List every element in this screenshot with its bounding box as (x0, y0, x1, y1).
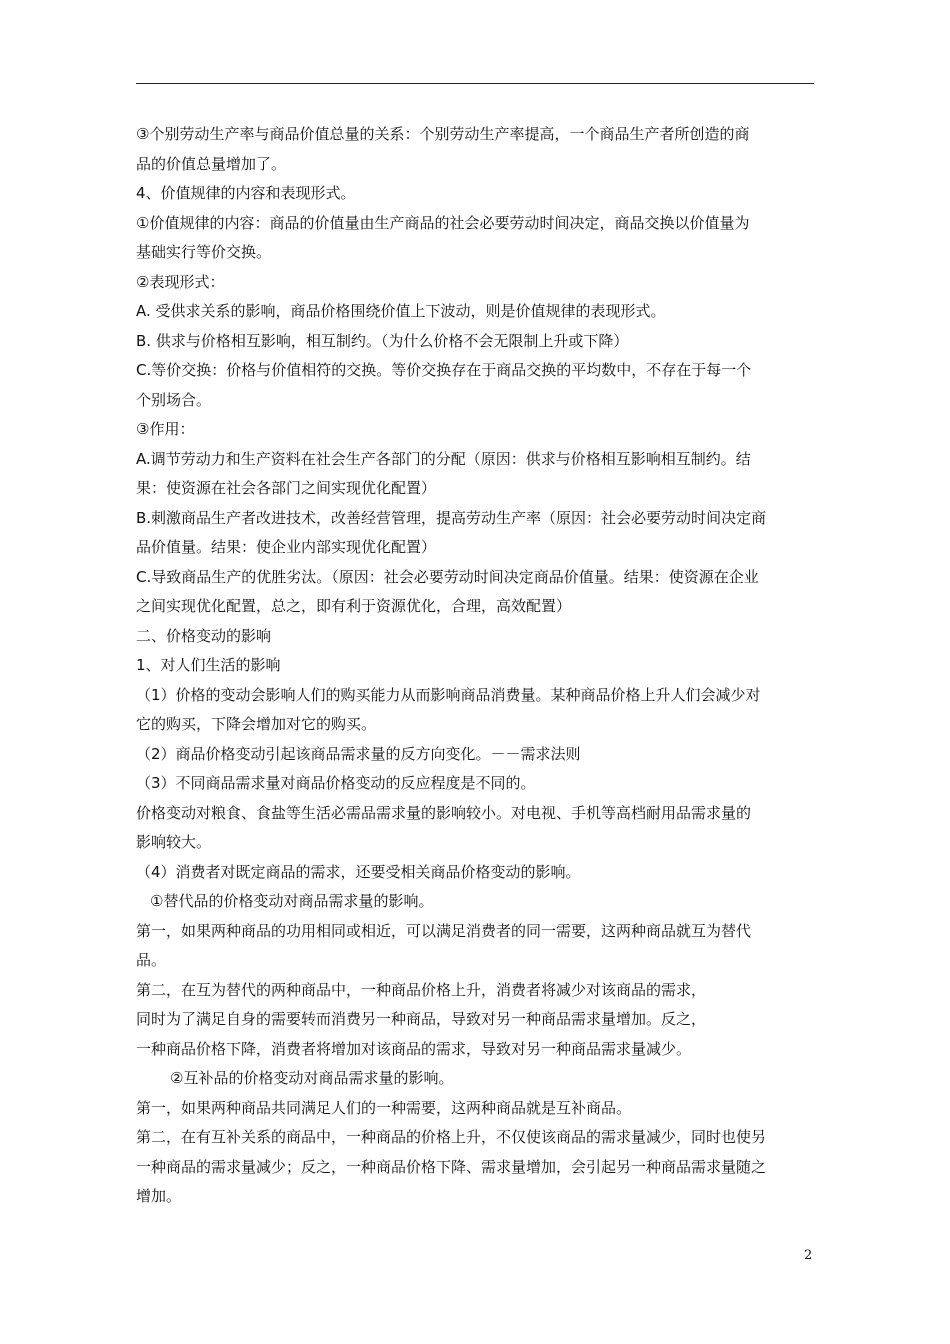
text-line: ①价值规律的内容：商品的价值量由生产商品的社会必要劳动时间决定，商品交换以价值量为 (136, 213, 750, 232)
document-body (136, 120, 816, 1212)
text-line: （1）价格的变动会影响人们的购买能力从而影响商品消费量。某种商品价格上升人们会减少对 (136, 685, 761, 704)
text-line: 增加。 (136, 1187, 182, 1205)
text-line: B.刺激商品生产者改进技术，改善经营管理，提高劳动生产率（原因：社会必要劳动时间决定商 (136, 508, 767, 527)
text-line: ③个别劳动生产率与商品价值总量的关系：个别劳动生产率提高，一个商品生产者所创造的商 (136, 125, 750, 143)
text-line: A. 受供求关系的影响，商品价格围绕价值上下波动，则是价值规律的表现形式。 (136, 302, 666, 320)
text-line: 影响较大。 (136, 833, 212, 851)
text-line: ②互补品的价格变动对商品需求量的影响。 (170, 1069, 454, 1087)
text-line: 果：使资源在社会各部门之间实现优化配置） (136, 479, 437, 497)
text-line: C.等价交换：价格与价值相符的交换。等价交换存在于商品交换的平均数中，不存在于每一个 (136, 361, 752, 379)
text-line: 第一，如果两种商品的功用相同或相近，可以满足消费者的同一需要，这两种商品就互为替代 (136, 921, 752, 940)
text-line: 第一，如果两种商品共同满足人们的一种需要，这两种商品就是互补商品。 (136, 1098, 632, 1117)
text-line: 基础实行等价交换。 (136, 243, 272, 261)
text-line: 二、价格变动的影响 (136, 626, 272, 645)
text-line: A.调节劳动力和生产资料在社会生产各部门的分配（原因：供求与价格相互影响相互制约。结 (136, 449, 751, 468)
text-line: 第二，在有互补关系的商品中，一种商品的价格上升，不仅使该商品的需求量减少，同时也使另 (136, 1128, 767, 1146)
text-line: （3）不同商品需求量对商品价格变动的反应程度是不同的。 (136, 774, 536, 792)
text-line: 价格变动对粮食、食盐等生活必需品需求量的影响较小。对电视、手机等高档耐用品需求量的 (136, 803, 752, 822)
text-line: 个别场合。 (136, 390, 212, 409)
text-line: 品价值量。结果：使企业内部实现优化配置） (136, 538, 437, 556)
header-rule (136, 83, 814, 84)
text-line: ①替代品的价格变动对商品需求量的影响。 (150, 892, 434, 910)
text-line: 同时为了满足自身的需要转而消费另一种商品，导致对另一种商品需求量增加。反之， (136, 1010, 707, 1028)
text-line: 第二，在互为替代的两种商品中，一种商品价格上升，消费者将减少对该商品的需求， (136, 980, 707, 999)
page-number: 2 (804, 1248, 813, 1263)
text-line: 品的价值总量增加了。 (136, 154, 287, 173)
text-line: 一种商品价格下降，消费者将增加对该商品的需求，导致对另一种商品需求量减少。 (136, 1039, 692, 1058)
text-line: B. 供求与价格相互影响，相互制约。（为什么价格不会无限制上升或下降） (136, 331, 629, 350)
text-line: ③作用： (136, 420, 195, 438)
text-line: （4）消费者对既定商品的需求，还要受相关商品价格变动的影响。 (136, 862, 581, 881)
text-line: 4、价值规律的内容和表现形式。 (136, 184, 356, 202)
text-line: 之间实现优化配置，总之，即有利于资源优化，合理，高效配置） (136, 597, 572, 615)
text-line: 1、对人们生活的影响 (136, 656, 281, 674)
text-line: 一种商品的需求量减少；反之，一种商品价格下降、需求量增加，会引起另一种商品需求量随之 (136, 1157, 767, 1176)
text-line: ②表现形式： (136, 272, 225, 291)
text-line: 它的购买，下降会增加对它的购买。 (136, 715, 377, 733)
text-line: （2）商品价格变动引起该商品需求量的反方向变化。－－需求法则 (136, 744, 581, 763)
text-line: C.导致商品生产的优胜劣汰。（原因：社会必要劳动时间决定商品价值量。结果：使资源在企业 (136, 567, 759, 586)
text-line: 品。 (136, 951, 167, 969)
